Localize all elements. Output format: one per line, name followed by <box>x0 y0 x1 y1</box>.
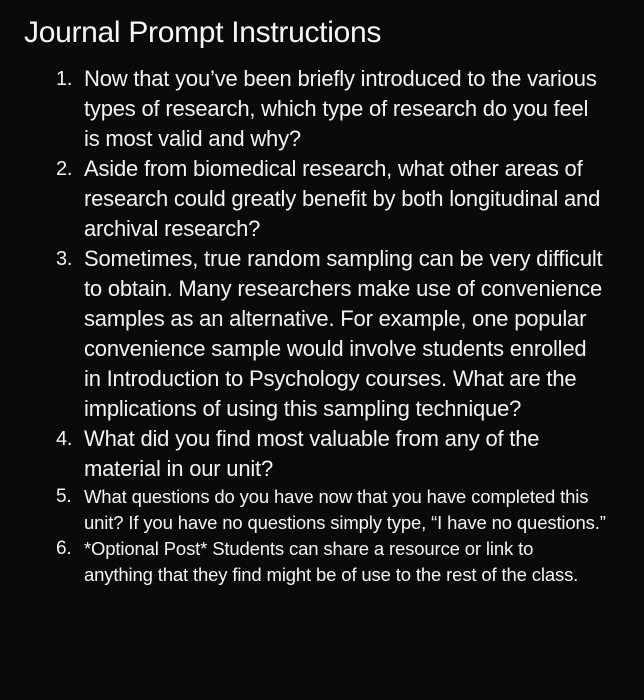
list-item-3 <box>24 244 620 424</box>
prompt-text: Aside from biomedical research, what other areas of research could greatly benefit by both longitudinal and archival research? <box>84 156 601 241</box>
list-number: 5. <box>56 486 72 507</box>
list-item-5 <box>24 484 620 536</box>
list-number: 6. <box>56 538 72 559</box>
prompt-text: *Optional Post* Students can share a resource or link to anything that they find might be of use to the rest of the class. <box>84 538 579 585</box>
prompt-text: Now that you’ve been briefly introduced to the various types of research, which type of research do you feel is most valid and why? <box>84 66 597 151</box>
list-number: 2. <box>56 158 73 180</box>
prompt-list <box>24 64 620 588</box>
list-item-6 <box>24 536 620 588</box>
prompt-text: What did you find most valuable from any of the material in our unit? <box>84 426 540 481</box>
prompt-text: What questions do you have now that you have completed this unit? If you have no questions simply type, “I have no questions.” <box>84 486 606 533</box>
page-title: Journal Prompt Instructions <box>24 16 382 49</box>
list-number: 4. <box>56 428 73 450</box>
list-number: 3. <box>56 248 73 270</box>
prompt-text: Sometimes, true random sampling can be very difficult to obtain. Many researchers make use of convenience samples as an alternative. For example, one popular convenience sample would involve students enrolled in Introduction to Psychology courses. What are the implications of using this sampling technique? <box>84 246 603 421</box>
list-item-2 <box>24 154 620 244</box>
list-number: 1. <box>56 68 73 90</box>
list-item-1 <box>24 64 620 154</box>
list-item-4 <box>24 424 620 484</box>
